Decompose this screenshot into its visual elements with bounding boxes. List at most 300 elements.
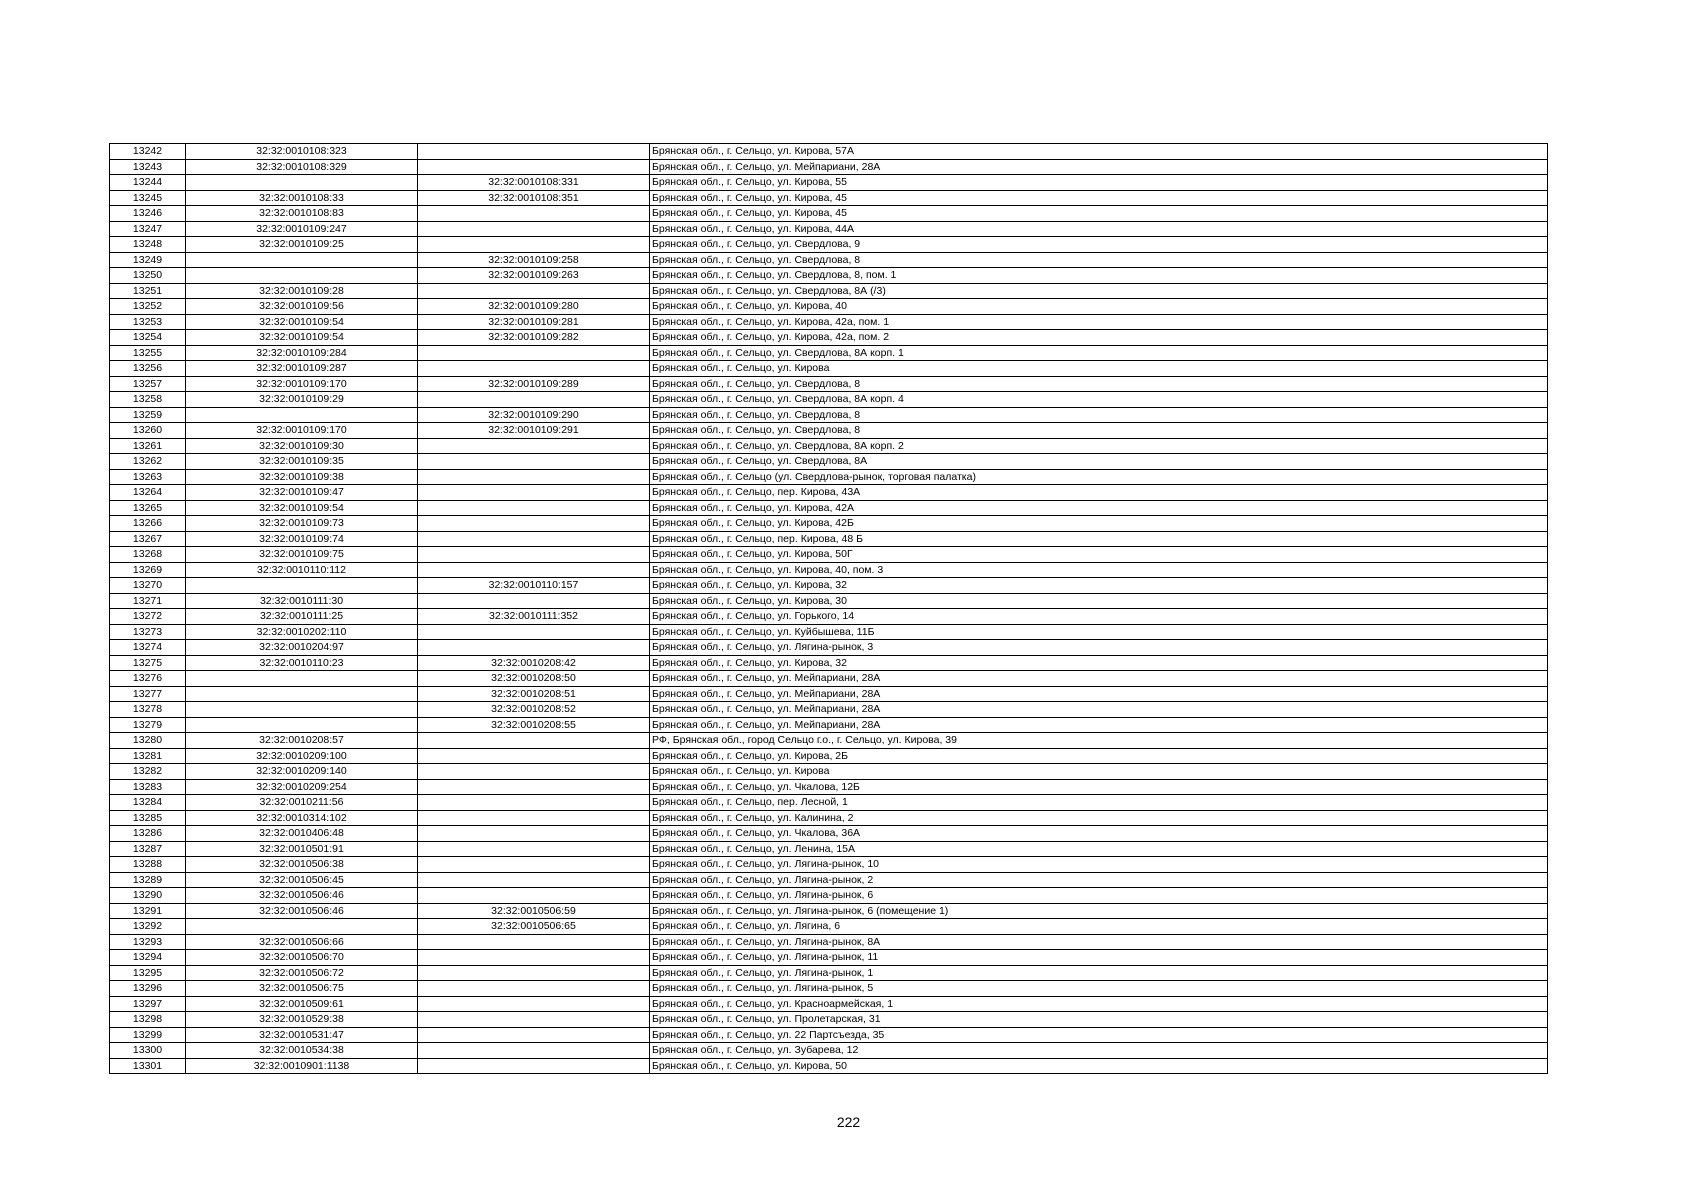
address-cell: Брянская обл., г. Сельцо, ул. Лягина-рынок, 5 xyxy=(650,981,1548,997)
address-cell: Брянская обл., г. Сельцо, ул. Кирова, 50 xyxy=(650,1058,1548,1074)
row-number-cell: 13298 xyxy=(110,1012,186,1028)
cadastral-number-cell: 32:32:0010506:46 xyxy=(186,903,418,919)
address-cell: Брянская обл., г. Сельцо, ул. Кирова, 50Г xyxy=(650,547,1548,563)
related-cadastral-number-cell xyxy=(418,733,650,749)
table-row xyxy=(110,516,1548,532)
table-row xyxy=(110,826,1548,842)
address-cell: Брянская обл., г. Сельцо, ул. Мейпариани, 28А xyxy=(650,702,1548,718)
registry-table xyxy=(109,143,1548,1074)
address-cell: Брянская обл., г. Сельцо, ул. Лягина-рынок, 10 xyxy=(650,857,1548,873)
related-cadastral-number-cell xyxy=(418,1043,650,1059)
related-cadastral-number-cell xyxy=(418,485,650,501)
cadastral-number-cell: 32:32:0010506:66 xyxy=(186,934,418,950)
cadastral-number-cell xyxy=(186,671,418,687)
address-cell: Брянская обл., г. Сельцо, ул. Кирова, 55 xyxy=(650,175,1548,191)
table-row xyxy=(110,717,1548,733)
table-row xyxy=(110,283,1548,299)
related-cadastral-number-cell xyxy=(418,950,650,966)
row-number-cell: 13245 xyxy=(110,190,186,206)
related-cadastral-number-cell xyxy=(418,469,650,485)
table-row xyxy=(110,299,1548,315)
related-cadastral-number-cell: 32:32:0010109:258 xyxy=(418,252,650,268)
cadastral-number-cell: 32:32:0010506:38 xyxy=(186,857,418,873)
related-cadastral-number-cell: 32:32:0010208:51 xyxy=(418,686,650,702)
address-cell: Брянская обл., г. Сельцо, пер. Кирова, 48 Б xyxy=(650,531,1548,547)
row-number-cell: 13264 xyxy=(110,485,186,501)
cadastral-number-cell: 32:32:0010506:75 xyxy=(186,981,418,997)
row-number-cell: 13252 xyxy=(110,299,186,315)
table-row xyxy=(110,500,1548,516)
cadastral-number-cell: 32:32:0010109:287 xyxy=(186,361,418,377)
address-cell: Брянская обл., г. Сельцо, ул. Кирова, 30 xyxy=(650,593,1548,609)
cadastral-number-cell: 32:32:0010501:91 xyxy=(186,841,418,857)
address-cell: Брянская обл., г. Сельцо, ул. Красноармейская, 1 xyxy=(650,996,1548,1012)
related-cadastral-number-cell: 32:32:0010506:59 xyxy=(418,903,650,919)
row-number-cell: 13248 xyxy=(110,237,186,253)
cadastral-number-cell: 32:32:0010109:74 xyxy=(186,531,418,547)
address-cell: Брянская обл., г. Сельцо, ул. Кирова, 40 xyxy=(650,299,1548,315)
table-row xyxy=(110,206,1548,222)
table-row xyxy=(110,314,1548,330)
related-cadastral-number-cell xyxy=(418,593,650,609)
address-cell: Брянская обл., г. Сельцо, ул. Лягина-рынок, 1 xyxy=(650,965,1548,981)
table-row xyxy=(110,345,1548,361)
related-cadastral-number-cell xyxy=(418,764,650,780)
registry-table-body xyxy=(110,144,1548,1074)
row-number-cell: 13283 xyxy=(110,779,186,795)
row-number-cell: 13253 xyxy=(110,314,186,330)
address-cell: Брянская обл., г. Сельцо, ул. Свердлова, 8А (/3) xyxy=(650,283,1548,299)
address-cell: Брянская обл., г. Сельцо, ул. Кирова, 42А xyxy=(650,500,1548,516)
cadastral-number-cell: 32:32:0010509:61 xyxy=(186,996,418,1012)
row-number-cell: 13272 xyxy=(110,609,186,625)
table-row xyxy=(110,764,1548,780)
table-row xyxy=(110,547,1548,563)
table-row xyxy=(110,531,1548,547)
address-cell: Брянская обл., г. Сельцо, ул. Лягина-рынок, 6 (помещение 1) xyxy=(650,903,1548,919)
table-row xyxy=(110,407,1548,423)
related-cadastral-number-cell xyxy=(418,841,650,857)
table-row xyxy=(110,919,1548,935)
table-row xyxy=(110,1027,1548,1043)
cadastral-number-cell: 32:32:0010506:72 xyxy=(186,965,418,981)
address-cell: Брянская обл., г. Сельцо, ул. Мейпариани, 28А xyxy=(650,686,1548,702)
table-row xyxy=(110,810,1548,826)
related-cadastral-number-cell xyxy=(418,361,650,377)
address-cell: Брянская обл., г. Сельцо, ул. Лягина-рынок, 2 xyxy=(650,872,1548,888)
row-number-cell: 13246 xyxy=(110,206,186,222)
address-cell: Брянская обл., г. Сельцо, ул. Калинина, 2 xyxy=(650,810,1548,826)
row-number-cell: 13258 xyxy=(110,392,186,408)
row-number-cell: 13260 xyxy=(110,423,186,439)
cadastral-number-cell: 32:32:0010109:247 xyxy=(186,221,418,237)
cadastral-number-cell: 32:32:0010109:73 xyxy=(186,516,418,532)
table-row xyxy=(110,376,1548,392)
address-cell: Брянская обл., г. Сельцо, ул. Свердлова, 8 xyxy=(650,407,1548,423)
table-row xyxy=(110,221,1548,237)
row-number-cell: 13299 xyxy=(110,1027,186,1043)
cadastral-number-cell: 32:32:0010208:57 xyxy=(186,733,418,749)
cadastral-number-cell: 32:32:0010109:25 xyxy=(186,237,418,253)
address-cell: Брянская обл., г. Сельцо, ул. Кирова, 44А xyxy=(650,221,1548,237)
table-row xyxy=(110,748,1548,764)
related-cadastral-number-cell: 32:32:0010111:352 xyxy=(418,609,650,625)
related-cadastral-number-cell xyxy=(418,500,650,516)
address-cell: Брянская обл., г. Сельцо (ул. Свердлова-рынок, торговая палатка) xyxy=(650,469,1548,485)
address-cell: Брянская обл., г. Сельцо, ул. Кирова, 2Б xyxy=(650,748,1548,764)
cadastral-number-cell: 32:32:0010108:329 xyxy=(186,159,418,175)
related-cadastral-number-cell: 32:32:0010109:281 xyxy=(418,314,650,330)
address-cell: Брянская обл., г. Сельцо, ул. Лягина-рынок, 3 xyxy=(650,640,1548,656)
related-cadastral-number-cell xyxy=(418,562,650,578)
table-row xyxy=(110,671,1548,687)
row-number-cell: 13296 xyxy=(110,981,186,997)
table-row xyxy=(110,159,1548,175)
table-row xyxy=(110,485,1548,501)
related-cadastral-number-cell xyxy=(418,531,650,547)
row-number-cell: 13287 xyxy=(110,841,186,857)
related-cadastral-number-cell xyxy=(418,454,650,470)
table-row xyxy=(110,981,1548,997)
row-number-cell: 13247 xyxy=(110,221,186,237)
cadastral-number-cell xyxy=(186,717,418,733)
row-number-cell: 13242 xyxy=(110,144,186,160)
row-number-cell: 13286 xyxy=(110,826,186,842)
cadastral-number-cell xyxy=(186,919,418,935)
address-cell: Брянская обл., г. Сельцо, ул. 22 Партсъезда, 35 xyxy=(650,1027,1548,1043)
table-row xyxy=(110,562,1548,578)
row-number-cell: 13301 xyxy=(110,1058,186,1074)
table-row xyxy=(110,175,1548,191)
row-number-cell: 13277 xyxy=(110,686,186,702)
related-cadastral-number-cell: 32:32:0010208:42 xyxy=(418,655,650,671)
address-cell: Брянская обл., г. Сельцо, ул. Свердлова, 8А корп. 2 xyxy=(650,438,1548,454)
row-number-cell: 13276 xyxy=(110,671,186,687)
table-row xyxy=(110,1043,1548,1059)
page-number: 222 xyxy=(836,1114,861,1130)
address-cell: Брянская обл., г. Сельцо, ул. Кирова xyxy=(650,764,1548,780)
cadastral-number-cell: 32:32:0010109:54 xyxy=(186,314,418,330)
table-row xyxy=(110,872,1548,888)
address-cell: Брянская обл., г. Сельцо, ул. Кирова, 42а, пом. 1 xyxy=(650,314,1548,330)
cadastral-number-cell xyxy=(186,702,418,718)
cadastral-number-cell: 32:32:0010109:170 xyxy=(186,376,418,392)
cadastral-number-cell xyxy=(186,686,418,702)
related-cadastral-number-cell xyxy=(418,547,650,563)
cadastral-number-cell: 32:32:0010406:48 xyxy=(186,826,418,842)
table-row xyxy=(110,423,1548,439)
address-cell: Брянская обл., г. Сельцо, ул. Кирова, 45 xyxy=(650,206,1548,222)
row-number-cell: 13293 xyxy=(110,934,186,950)
table-row xyxy=(110,237,1548,253)
related-cadastral-number-cell: 32:32:0010108:331 xyxy=(418,175,650,191)
cadastral-number-cell: 32:32:0010109:284 xyxy=(186,345,418,361)
address-cell: Брянская обл., г. Сельцо, ул. Лягина-рынок, 8А xyxy=(650,934,1548,950)
cadastral-number-cell: 32:32:0010109:28 xyxy=(186,283,418,299)
related-cadastral-number-cell xyxy=(418,392,650,408)
cadastral-number-cell: 32:32:0010109:47 xyxy=(186,485,418,501)
row-number-cell: 13263 xyxy=(110,469,186,485)
row-number-cell: 13255 xyxy=(110,345,186,361)
address-cell: Брянская обл., г. Сельцо, ул. Чкалова, 12Б xyxy=(650,779,1548,795)
table-row xyxy=(110,330,1548,346)
row-number-cell: 13295 xyxy=(110,965,186,981)
address-cell: РФ, Брянская обл., город Сельцо г.о., г. Сельцо, ул. Кирова, 39 xyxy=(650,733,1548,749)
cadastral-number-cell: 32:32:0010506:45 xyxy=(186,872,418,888)
related-cadastral-number-cell xyxy=(418,206,650,222)
related-cadastral-number-cell xyxy=(418,221,650,237)
table-row xyxy=(110,733,1548,749)
row-number-cell: 13271 xyxy=(110,593,186,609)
row-number-cell: 13244 xyxy=(110,175,186,191)
related-cadastral-number-cell xyxy=(418,438,650,454)
address-cell: Брянская обл., г. Сельцо, ул. Кирова xyxy=(650,361,1548,377)
related-cadastral-number-cell xyxy=(418,624,650,640)
cadastral-number-cell: 32:32:0010211:56 xyxy=(186,795,418,811)
related-cadastral-number-cell xyxy=(418,965,650,981)
table-row xyxy=(110,903,1548,919)
related-cadastral-number-cell xyxy=(418,934,650,950)
row-number-cell: 13278 xyxy=(110,702,186,718)
row-number-cell: 13288 xyxy=(110,857,186,873)
related-cadastral-number-cell xyxy=(418,748,650,764)
related-cadastral-number-cell xyxy=(418,857,650,873)
cadastral-number-cell: 32:32:0010209:254 xyxy=(186,779,418,795)
address-cell: Брянская обл., г. Сельцо, ул. Кирова, 32 xyxy=(650,655,1548,671)
row-number-cell: 13243 xyxy=(110,159,186,175)
cadastral-number-cell xyxy=(186,268,418,284)
table-row xyxy=(110,702,1548,718)
table-row xyxy=(110,144,1548,160)
cadastral-number-cell: 32:32:0010109:30 xyxy=(186,438,418,454)
cadastral-number-cell: 32:32:0010109:56 xyxy=(186,299,418,315)
row-number-cell: 13289 xyxy=(110,872,186,888)
row-number-cell: 13267 xyxy=(110,531,186,547)
address-cell: Брянская обл., г. Сельцо, ул. Свердлова, 8, пом. 1 xyxy=(650,268,1548,284)
row-number-cell: 13256 xyxy=(110,361,186,377)
row-number-cell: 13274 xyxy=(110,640,186,656)
related-cadastral-number-cell xyxy=(418,888,650,904)
address-cell: Брянская обл., г. Сельцо, ул. Зубарева, 12 xyxy=(650,1043,1548,1059)
address-cell: Брянская обл., г. Сельцо, ул. Свердлова, 8 xyxy=(650,252,1548,268)
row-number-cell: 13291 xyxy=(110,903,186,919)
cadastral-number-cell: 32:32:0010202:110 xyxy=(186,624,418,640)
address-cell: Брянская обл., г. Сельцо, ул. Кирова, 45 xyxy=(650,190,1548,206)
table-row xyxy=(110,640,1548,656)
table-row xyxy=(110,857,1548,873)
related-cadastral-number-cell: 32:32:0010109:263 xyxy=(418,268,650,284)
related-cadastral-number-cell: 32:32:0010208:52 xyxy=(418,702,650,718)
row-number-cell: 13265 xyxy=(110,500,186,516)
related-cadastral-number-cell: 32:32:0010109:290 xyxy=(418,407,650,423)
table-row xyxy=(110,252,1548,268)
row-number-cell: 13269 xyxy=(110,562,186,578)
cadastral-number-cell: 32:32:0010109:54 xyxy=(186,500,418,516)
related-cadastral-number-cell: 32:32:0010109:291 xyxy=(418,423,650,439)
related-cadastral-number-cell: 32:32:0010109:282 xyxy=(418,330,650,346)
row-number-cell: 13266 xyxy=(110,516,186,532)
table-row xyxy=(110,795,1548,811)
related-cadastral-number-cell: 32:32:0010506:65 xyxy=(418,919,650,935)
row-number-cell: 13251 xyxy=(110,283,186,299)
cadastral-number-cell: 32:32:0010531:47 xyxy=(186,1027,418,1043)
address-cell: Брянская обл., г. Сельцо, ул. Мейпариани, 28А xyxy=(650,159,1548,175)
cadastral-number-cell: 32:32:0010111:25 xyxy=(186,609,418,625)
address-cell: Брянская обл., г. Сельцо, ул. Свердлова, 9 xyxy=(650,237,1548,253)
row-number-cell: 13249 xyxy=(110,252,186,268)
related-cadastral-number-cell xyxy=(418,1058,650,1074)
address-cell: Брянская обл., г. Сельцо, ул. Кирова, 42Б xyxy=(650,516,1548,532)
table-row xyxy=(110,841,1548,857)
related-cadastral-number-cell xyxy=(418,516,650,532)
cadastral-number-cell: 32:32:0010506:46 xyxy=(186,888,418,904)
cadastral-number-cell xyxy=(186,407,418,423)
table-row xyxy=(110,190,1548,206)
cadastral-number-cell: 32:32:0010901:1138 xyxy=(186,1058,418,1074)
cadastral-number-cell: 32:32:0010108:83 xyxy=(186,206,418,222)
related-cadastral-number-cell xyxy=(418,159,650,175)
cadastral-number-cell: 32:32:0010110:112 xyxy=(186,562,418,578)
related-cadastral-number-cell: 32:32:0010110:157 xyxy=(418,578,650,594)
table-row xyxy=(110,361,1548,377)
cadastral-number-cell: 32:32:0010109:75 xyxy=(186,547,418,563)
address-cell: Брянская обл., г. Сельцо, ул. Куйбышева, 11Б xyxy=(650,624,1548,640)
related-cadastral-number-cell xyxy=(418,872,650,888)
row-number-cell: 13284 xyxy=(110,795,186,811)
address-cell: Брянская обл., г. Сельцо, ул. Свердлова, 8А корп. 1 xyxy=(650,345,1548,361)
table-row xyxy=(110,888,1548,904)
row-number-cell: 13281 xyxy=(110,748,186,764)
row-number-cell: 13268 xyxy=(110,547,186,563)
address-cell: Брянская обл., г. Сельцо, ул. Кирова, 40, пом. 3 xyxy=(650,562,1548,578)
cadastral-number-cell: 32:32:0010209:140 xyxy=(186,764,418,780)
related-cadastral-number-cell: 32:32:0010108:351 xyxy=(418,190,650,206)
table-row xyxy=(110,593,1548,609)
row-number-cell: 13300 xyxy=(110,1043,186,1059)
address-cell: Брянская обл., г. Сельцо, ул. Ленина, 15А xyxy=(650,841,1548,857)
table-row xyxy=(110,934,1548,950)
related-cadastral-number-cell xyxy=(418,1027,650,1043)
table-row xyxy=(110,686,1548,702)
row-number-cell: 13250 xyxy=(110,268,186,284)
related-cadastral-number-cell xyxy=(418,237,650,253)
table-row xyxy=(110,268,1548,284)
table-row xyxy=(110,950,1548,966)
related-cadastral-number-cell xyxy=(418,144,650,160)
row-number-cell: 13285 xyxy=(110,810,186,826)
table-row xyxy=(110,1058,1548,1074)
table-row xyxy=(110,655,1548,671)
address-cell: Брянская обл., г. Сельцо, ул. Свердлова, 8 xyxy=(650,423,1548,439)
row-number-cell: 13297 xyxy=(110,996,186,1012)
cadastral-number-cell: 32:32:0010314:102 xyxy=(186,810,418,826)
row-number-cell: 13280 xyxy=(110,733,186,749)
table-row xyxy=(110,609,1548,625)
related-cadastral-number-cell xyxy=(418,981,650,997)
table-row xyxy=(110,454,1548,470)
related-cadastral-number-cell xyxy=(418,826,650,842)
address-cell: Брянская обл., г. Сельцо, ул. Свердлова, 8 xyxy=(650,376,1548,392)
row-number-cell: 13259 xyxy=(110,407,186,423)
related-cadastral-number-cell xyxy=(418,795,650,811)
address-cell: Брянская обл., г. Сельцо, ул. Свердлова, 8А xyxy=(650,454,1548,470)
cadastral-number-cell: 32:32:0010109:29 xyxy=(186,392,418,408)
related-cadastral-number-cell xyxy=(418,810,650,826)
address-cell: Брянская обл., г. Сельцо, ул. Лягина, 6 xyxy=(650,919,1548,935)
row-number-cell: 13279 xyxy=(110,717,186,733)
related-cadastral-number-cell: 32:32:0010109:289 xyxy=(418,376,650,392)
table-row xyxy=(110,578,1548,594)
related-cadastral-number-cell xyxy=(418,779,650,795)
address-cell: Брянская обл., г. Сельцо, ул. Лягина-рынок, 11 xyxy=(650,950,1548,966)
cadastral-number-cell: 32:32:0010534:38 xyxy=(186,1043,418,1059)
address-cell: Брянская обл., г. Сельцо, ул. Чкалова, 36А xyxy=(650,826,1548,842)
row-number-cell: 13262 xyxy=(110,454,186,470)
row-number-cell: 13273 xyxy=(110,624,186,640)
address-cell: Брянская обл., г. Сельцо, ул. Свердлова, 8А корп. 4 xyxy=(650,392,1548,408)
related-cadastral-number-cell xyxy=(418,345,650,361)
related-cadastral-number-cell xyxy=(418,640,650,656)
related-cadastral-number-cell: 32:32:0010208:50 xyxy=(418,671,650,687)
address-cell: Брянская обл., г. Сельцо, ул. Горького, 14 xyxy=(650,609,1548,625)
cadastral-number-cell: 32:32:0010110:23 xyxy=(186,655,418,671)
cadastral-number-cell xyxy=(186,252,418,268)
cadastral-number-cell: 32:32:0010108:323 xyxy=(186,144,418,160)
cadastral-number-cell: 32:32:0010209:100 xyxy=(186,748,418,764)
table-row xyxy=(110,392,1548,408)
row-number-cell: 13290 xyxy=(110,888,186,904)
row-number-cell: 13275 xyxy=(110,655,186,671)
related-cadastral-number-cell xyxy=(418,996,650,1012)
address-cell: Брянская обл., г. Сельцо, ул. Кирова, 32 xyxy=(650,578,1548,594)
row-number-cell: 13257 xyxy=(110,376,186,392)
cadastral-number-cell: 32:32:0010506:70 xyxy=(186,950,418,966)
cadastral-number-cell: 32:32:0010204:97 xyxy=(186,640,418,656)
table-row xyxy=(110,996,1548,1012)
address-cell: Брянская обл., г. Сельцо, пер. Лесной, 1 xyxy=(650,795,1548,811)
related-cadastral-number-cell xyxy=(418,1012,650,1028)
address-cell: Брянская обл., г. Сельцо, ул. Кирова, 42а, пом. 2 xyxy=(650,330,1548,346)
cadastral-number-cell xyxy=(186,578,418,594)
cadastral-number-cell: 32:32:0010108:33 xyxy=(186,190,418,206)
table-row xyxy=(110,469,1548,485)
table-row xyxy=(110,779,1548,795)
cadastral-number-cell: 32:32:0010109:170 xyxy=(186,423,418,439)
related-cadastral-number-cell: 32:32:0010109:280 xyxy=(418,299,650,315)
address-cell: Брянская обл., г. Сельцо, пер. Кирова, 43А xyxy=(650,485,1548,501)
row-number-cell: 13282 xyxy=(110,764,186,780)
table-row xyxy=(110,1012,1548,1028)
cadastral-number-cell: 32:32:0010529:38 xyxy=(186,1012,418,1028)
cadastral-number-cell: 32:32:0010111:30 xyxy=(186,593,418,609)
cadastral-number-cell: 32:32:0010109:54 xyxy=(186,330,418,346)
address-cell: Брянская обл., г. Сельцо, ул. Лягина-рынок, 6 xyxy=(650,888,1548,904)
row-number-cell: 13270 xyxy=(110,578,186,594)
related-cadastral-number-cell: 32:32:0010208:55 xyxy=(418,717,650,733)
table-row xyxy=(110,965,1548,981)
address-cell: Брянская обл., г. Сельцо, ул. Мейпариани, 28А xyxy=(650,671,1548,687)
related-cadastral-number-cell xyxy=(418,283,650,299)
address-cell: Брянская обл., г. Сельцо, ул. Мейпариани, 28А xyxy=(650,717,1548,733)
cadastral-number-cell: 32:32:0010109:35 xyxy=(186,454,418,470)
address-cell: Брянская обл., г. Сельцо, ул. Кирова, 57А xyxy=(650,144,1548,160)
row-number-cell: 13292 xyxy=(110,919,186,935)
cadastral-number-cell: 32:32:0010109:38 xyxy=(186,469,418,485)
cadastral-number-cell xyxy=(186,175,418,191)
row-number-cell: 13294 xyxy=(110,950,186,966)
table-row xyxy=(110,438,1548,454)
row-number-cell: 13254 xyxy=(110,330,186,346)
